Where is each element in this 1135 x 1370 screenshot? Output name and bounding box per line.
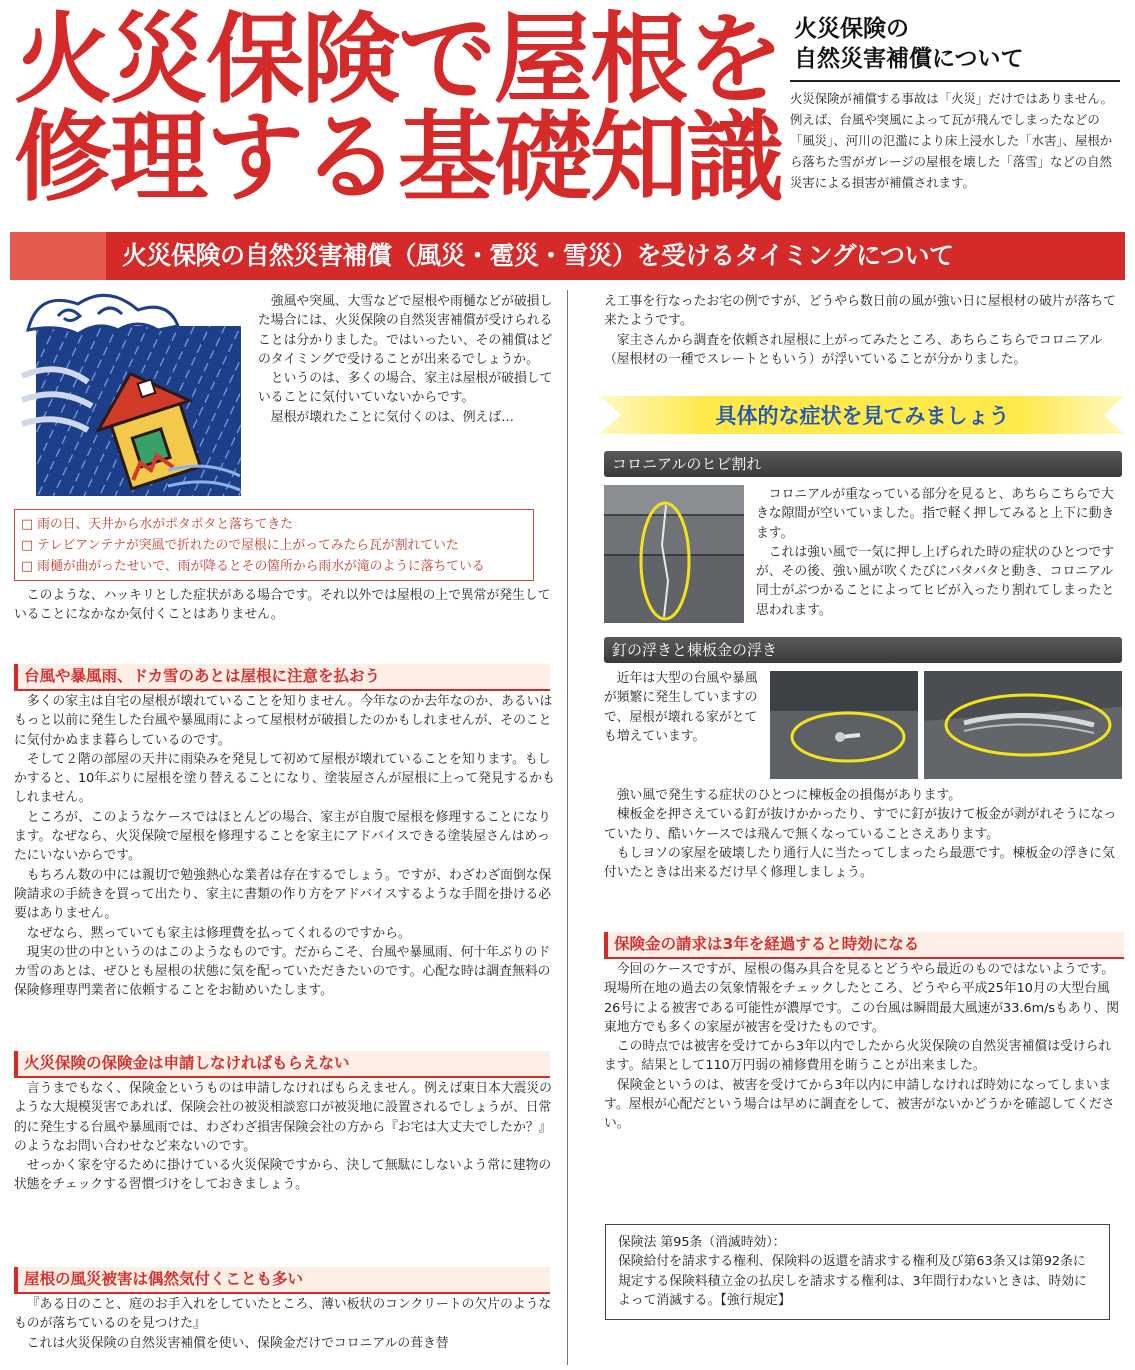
section1-body [14, 692, 562, 1001]
body-paragraph: 現実の世の中というのはこのようなものです。だからこそ、台風や暴風雨、何十年ぶりのドカ雪のあとは、ぜひとも屋根の状態に気を配っていただきたいのです。心配な時は調査無料の保険修理専門業者に依頼することをお勧めいたします。 [14, 944, 551, 999]
nail-photo [770, 671, 918, 779]
symptoms-banner [600, 396, 1125, 434]
intro-paragraph: というのは、多くの場合、家主は屋根が破損していることに気付いていないからです。 [258, 371, 553, 406]
right-top-text [604, 292, 1124, 369]
body-paragraph: 多くの家主は自宅の屋根が壊れていることを知りません。今年なのか去年なのか、あるいはもっと以前に発生した台風や暴風雨によって屋根材が破損したのかもしれませんが、そのことに気付かぬまま暮らしているのです。 [14, 694, 553, 748]
law-box [605, 1224, 1110, 1320]
body-paragraph: 保険金というのは、被害を受けてから3年以内に申請しなければ時効になってしまいます。屋根が心配だという場合は早めに調査をして、被害がないかどうかを確認してください。 [604, 1077, 1115, 1132]
section2-body [14, 1079, 562, 1195]
subsection-heading: コロニアルのヒビ割れ [604, 451, 1122, 477]
symptoms-banner-label: 具体的な症状を見てみましょう [715, 404, 1010, 428]
section-heading: 火災保険の保険金は申請しなければもらえない [14, 1051, 550, 1078]
body-paragraph: 強い風で発生する症状のひとつに棟板金の損傷があります。 [616, 788, 962, 803]
checklist-item: □ 雨樋が曲がったせいで、雨が降るとその箇所から雨水が滝のように落ちている [21, 559, 485, 574]
body-paragraph: この時点では被害を受けてから3年以内でしたから火災保険の自然災害補償は受けられます。結果として110万円弱の補修費用を賄うことが出来ました。 [604, 1039, 1112, 1074]
body-paragraph: 今回のケースですが、屋根の傷み具合を見るとどうやら最近のものではないようです。現場所在地の過去の気象情報をチェックしたところ、どうやら平成25年10月の大型台風26号による被害である可能性が濃厚です。この台風は瞬間最大風速が33.6m/sもあり、関東地方でも多くの家屋が被害を受けたものです。 [604, 962, 1120, 1035]
crack-photo [604, 485, 744, 623]
body-paragraph: え工事を行なったお宅の例ですが、どうやら数日前の風が強い日に屋根材の破片が落ちて来たようです。 [604, 294, 1116, 329]
body-paragraph: そして２階の部屋の天井に雨染みを発見して初めて屋根が壊れていることを知ります。もしかすると、10年ぶりに屋根を塗り替えることになり、塗装屋さんが屋根に上って発見するかもしれません。 [14, 751, 555, 806]
body-paragraph: なぜなら、黙っていても家主は修理費を払ってくれるのですから。 [26, 925, 411, 941]
banner-tab [10, 232, 106, 280]
sidebar-title-line1: 火災保険の [794, 16, 909, 42]
section4-body [604, 960, 1124, 1134]
page-title-line1: 火災保険で屋根を [14, 3, 783, 117]
column-divider [567, 290, 568, 1365]
body-paragraph: これは強い風で一気に押し上げられた時の症状のひとつですが、その後、強い風が吹くたびにバタバタと動き、コロニアル同士がぶつかることによってヒビが入ったり割れてしまったと思われます。 [756, 544, 1115, 618]
body-paragraph: ところが、このようなケースではほとんどの場合、家主が自腹で屋根を修理することになります。なぜなら、火災保険で屋根を修理することを家主にアドバイスできる塗装屋さんはめったにいないからです。 [14, 809, 551, 864]
body-paragraph: 言うまでもなく、保険金というものは申請しなければもらえません。例えば東日本大震災のような大規模災害であれば、保険会社の被災相談窓口が被災地に設置されるでしょうが、日常的に発生する台風や暴風雨では、わざわざ損害保険会社の方から『お宅は大丈夫でしたか？』のようなお問い合わせなど来ないのです。 [14, 1081, 552, 1154]
body-paragraph: これは火災保険の自然災害補償を使い、保険金だけでコロニアルの葺き替 [26, 1335, 449, 1351]
ridge-photo [924, 671, 1122, 779]
section-banner [10, 232, 1125, 280]
nail-text [604, 786, 1124, 882]
crack-text [756, 485, 1122, 620]
after-checklist-text [14, 586, 562, 625]
sidebar-box [790, 14, 1120, 193]
intro-paragraph: 強風や突風、大雪などで屋根や雨樋などが破損した場合には、火災保険の自然災害補償が受けられることは分かりました。ではいったい、その補償はどのタイミングで受けることが出来るでしょうか。 [258, 294, 553, 367]
checklist-item: □ テレビアンテナが突風で折れたので屋根に上がってみたら瓦が割れていた [21, 538, 459, 553]
law-title: 保険法 第95条（消滅時効）： [618, 1235, 786, 1250]
body-paragraph: 『ある日のこと、庭のお手入れをしていたところ、薄い板状のコンクリートの欠片のようなものが落ちているのを見つけた』 [14, 1297, 552, 1332]
body-paragraph: 棟板金を押さえている釘が抜けかかったり、すでに釘が抜けて板金が剥がれそうになっていたり、酷いケースでは飛んで無くなっていることさえあります。 [604, 807, 1117, 842]
body-paragraph: このような、ハッキリとした症状がある場合です。それ以外では屋根の上で異常が発生していることになかなか気付くことはありません。 [14, 588, 551, 623]
sidebar-title-line2: 自然災害補償について [794, 46, 1024, 72]
sidebar-body: 火災保険が補償する事故は「火災」だけではありません。例えば、台風や突風によって瓦が飛んでしまったなどの「風災」、河川の氾濫により床上浸水した「水害」、屋根から落ちた雪がガレージの屋根を壊した「落雪」などの自然災害による損害が補償されます。 [790, 91, 1113, 190]
subsection-heading: 釘の浮きと棟板金の浮き [604, 637, 1122, 663]
nail-intro-text [604, 669, 762, 746]
intro-paragraph: 屋根が壊れたことに気付くのは、例えば… [270, 409, 514, 425]
body-paragraph: 家主さんから調査を依頼され屋根に上がってみたところ、あちらこちらでコロニアル（屋根材の一種でスレートともいう）が浮いていることが分かりました。 [604, 332, 1103, 367]
banner-text: 火災保険の自然災害補償（風災・雹災・雪災）を受けるタイミングについて [122, 241, 954, 270]
section-heading: 屋根の風災被害は偶然気付くことも多い [14, 1267, 550, 1294]
section-heading: 保険金の請求は3年を経過すると時効になる [604, 932, 1124, 959]
checklist-item: □ 雨の日、天井から水がポタポタと落ちてきた [21, 517, 293, 532]
intro-text [258, 292, 558, 427]
body-paragraph: もちろん数の中には親切で勉強熱心な業者は存在するでしょう。ですが、わざわざ面倒な保険請求の手続きを買って出たり、家主に書類の作り方をアドバイスするような手間を掛ける必要はありません。 [14, 867, 552, 922]
section-heading: 台風や暴風雨、ドカ雪のあとは屋根に注意を払おう [14, 664, 550, 691]
body-paragraph: 近年は大型の台風や暴風が頻繁に発生していますので、屋根が壊れる家がとても増えています。 [604, 671, 758, 744]
storm-house-illustration [18, 290, 248, 500]
body-paragraph: もしヨソの家屋を破壊したり通行人に当たってしまったら最悪です。棟板金の浮きに気付いたときは出来るだけ早く修理しましょう。 [604, 845, 1115, 881]
law-body: 保険給付を請求する権利、保険料の返還を請求する権利及び第63条又は第92条に規定する保険料積立金の払戻しを請求する権利は、3年間行わないときは、時効によって消滅する。【強行規定】 [618, 1254, 1087, 1308]
page-title-line2: 修理する基礎知識 [14, 101, 783, 215]
body-paragraph: せっかく家を守るために掛けている火災保険ですから、決して無駄にしないよう常に建物の状態をチェックする習慣づけをしておきましょう。 [14, 1158, 552, 1193]
section3-body [14, 1295, 562, 1353]
sidebar-divider [790, 80, 1120, 82]
symptom-checklist [14, 509, 534, 581]
body-paragraph: コロニアルが重なっている部分を見ると、あちらこちらで大きな隙間が空いていました。指で軽く押してみると上下に動きます。 [756, 487, 1115, 541]
